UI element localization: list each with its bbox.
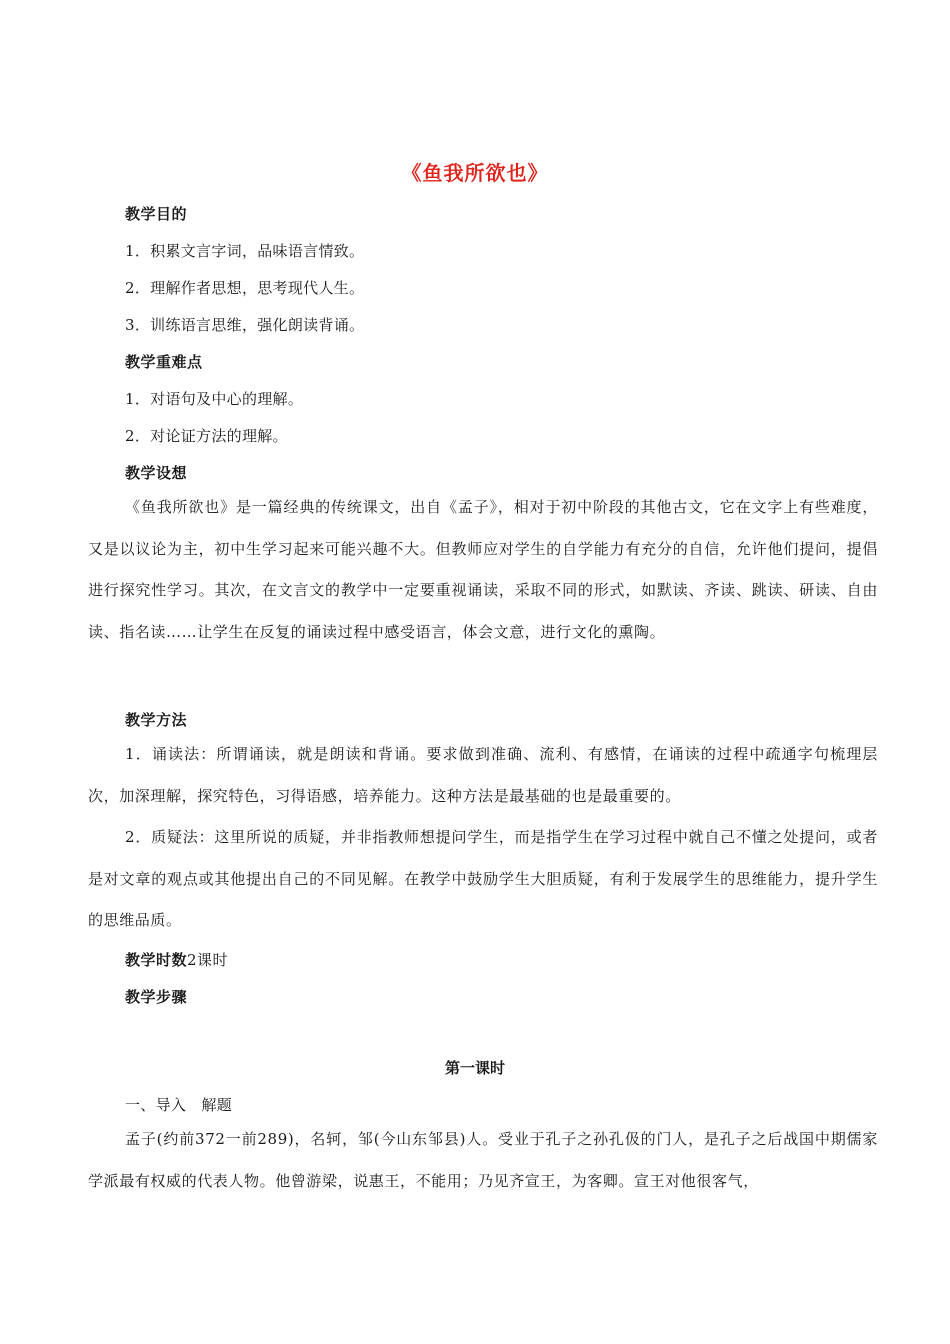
design-paragraph — [88, 487, 878, 653]
hours-line — [125, 949, 228, 970]
key-point-item-2: 2．对论证方法的理解。 — [125, 427, 288, 445]
method-paragraph-1 — [88, 734, 878, 817]
method-paragraph-2 — [88, 817, 878, 942]
lesson1-section-title: 一、导入 解题 — [125, 1096, 233, 1114]
method-item-2: 2．质疑法：这里所说的质疑，并非指教师想提问学生，而是指学生在学习过程中就自己不懂之处提问，或者是对文章的观点或其他提出自己的不同见解。在教学中鼓励学生大胆质疑，有利于发展学生的思维能力，提升学生的思维品质。 — [88, 828, 878, 929]
lesson1-text: 孟子(约前372一前289)，名轲，邹(今山东邹县)人。受业于孔子之孙孔伋的门人，是孔子之后战国中期儒家学派最有权威的代表人物。他曾游梁，说惠王，不能用；乃见齐宣王，为客卿。宣王对他很客气， — [88, 1130, 878, 1190]
design-heading: 教学设想 — [125, 464, 188, 482]
objective-item-2: 2．理解作者思想，思考现代人生。 — [125, 279, 365, 297]
design-text: 《鱼我所欲也》是一篇经典的传统课文，出自《孟子》，相对于初中阶段的其他古文，它在文字上有些难度，又是以议论为主，初中生学习起来可能兴趣不大。但教师应对学生的自学能力有充分的自信，允许他们提问，提倡进行探究性学习。其次，在文言文的教学中一定要重视诵读，采取不同的形式，如默读、齐读、跳读、研读、自由读、指名读……让学生在反复的诵读过程中感受语言，体会文意，进行文化的熏陶。 — [88, 498, 878, 641]
method-item-1: 1．诵读法：所谓诵读，就是朗读和背诵。要求做到准确、流利、有感情，在诵读的过程中疏通字句梳理层次，加深理解，探究特色，习得语感，培养能力。这种方法是最基础的也是最重要的。 — [88, 745, 878, 805]
hours-value: 2课时 — [187, 951, 229, 969]
steps-heading: 教学步骤 — [125, 988, 188, 1006]
objective-item-3: 3．训练语言思维，强化朗读背诵。 — [125, 316, 365, 334]
document-title: 《鱼我所欲也》 — [401, 161, 549, 185]
key-points-heading: 教学重难点 — [125, 353, 203, 371]
methods-heading: 教学方法 — [125, 711, 188, 729]
key-point-item-1: 1．对语句及中心的理解。 — [125, 390, 304, 408]
lesson1-paragraph — [88, 1119, 878, 1202]
objectives-heading: 教学目的 — [125, 205, 188, 223]
lesson1-heading: 第一课时 — [444, 1059, 505, 1077]
objective-item-1: 1．积累文言字词，品味语言情致。 — [125, 242, 365, 260]
hours-heading: 教学时数 — [125, 951, 188, 969]
